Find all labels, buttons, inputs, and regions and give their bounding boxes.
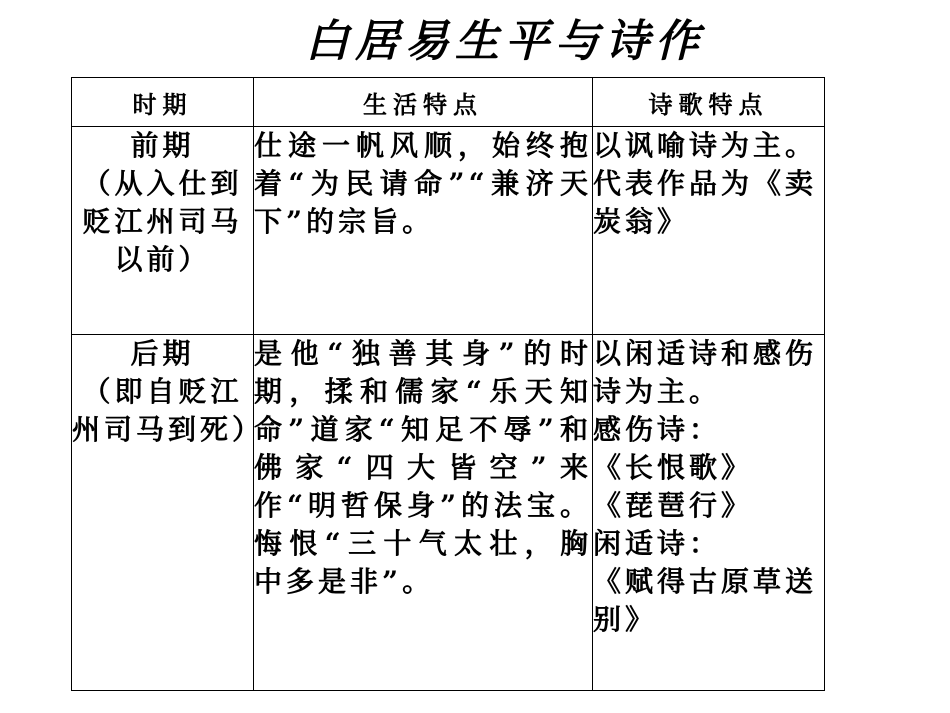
period-cell <box>72 335 265 691</box>
summary-table <box>71 77 825 691</box>
poetry-line: 以讽喻诗为主。代表作品为《卖炭翁》 <box>593 129 818 238</box>
poetry-cell <box>593 127 825 335</box>
table-header-row <box>72 78 825 127</box>
period-range: （从入仕到贬江州司马以前） <box>82 167 243 276</box>
period-cell <box>72 127 254 335</box>
poetry-line: 以闲适诗和感伤诗为主。 <box>593 337 818 408</box>
poetry-line: 《赋得古原草送别》 <box>593 565 818 636</box>
life-cell: 是他“独善其身”的时期，揉和儒家“乐天知命”道家“知足不辱”和佛家“四大皆空”来作“明哲保身”的法宝。悔恨“三十气太壮，胸中多是非”。 <box>254 335 593 691</box>
period-name: 后期 <box>130 337 195 370</box>
poetry-line: 感伤诗： <box>593 413 722 446</box>
page-title: 白居易生平与诗作 <box>305 16 705 67</box>
table-row <box>72 127 825 335</box>
header-period: 时期 <box>72 78 254 127</box>
poetry-cell <box>593 335 825 691</box>
life-cell: 仕途一帆风顺，始终抱着“为民请命”“兼济天下”的宗旨。 <box>254 127 593 335</box>
period-range: （即自贬江州司马到死） <box>72 375 265 446</box>
poetry-line: 《长恨歌》 <box>593 451 754 484</box>
poetry-line: 《琵琶行》 <box>593 489 754 522</box>
period-name: 前期 <box>130 129 195 162</box>
poetry-line: 闲适诗： <box>593 527 722 560</box>
table-row <box>72 335 825 691</box>
header-life: 生活特点 <box>254 78 593 127</box>
header-poetry: 诗歌特点 <box>593 78 825 127</box>
